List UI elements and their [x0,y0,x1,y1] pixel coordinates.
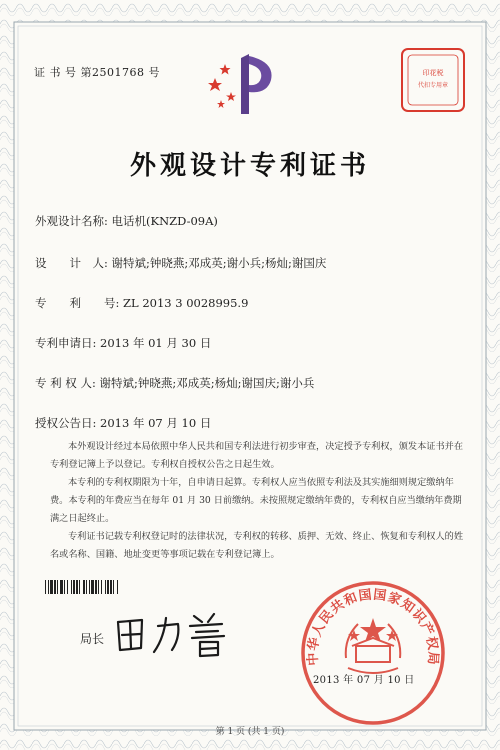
tax-stamp-line-1: 印花税 [422,69,444,77]
director-signature [110,608,240,663]
grant-date-label: 授权公告日: [35,416,97,430]
seal-text: 中华人民共和国国家知识产权局 [305,587,441,667]
certificate-body [50,438,470,564]
director-label: 局长 [80,632,105,646]
certificate-number: 证 书 号 第2501768 号 [34,66,160,79]
page-footer: 第 1 页 (共 1 页) [215,727,285,737]
grant-date-row [35,415,211,431]
body-paragraph-2: 本专利的专利权期限为十年，自申请日起算。专利权人应当依照专利法及其实施细则规定缴纳年费。本专利的年费应当在每年 01 月 30 日前缴纳。未按照规定缴纳年费的，专利权自应当缴纳年费期满之日起终止。 [50,477,462,524]
grant-date-value: 2013 年 07 月 10 日 [100,416,212,430]
filing-date-row [35,335,211,351]
filing-date-label: 专利申请日: [35,336,97,350]
design-name-value: 电话机(KNZD-09A) [111,214,218,228]
certificate-title: 外观设计专利证书 [129,151,370,181]
design-name-row [35,213,218,229]
designer-value: 谢特斌;钟晓燕;邓成英;谢小兵;杨灿;谢国庆 [111,256,327,270]
body-paragraph-1: 本外观设计经过本局依照中华人民共和国专利法进行初步审查，决定授予专利权，颁发本证书并在专利登记簿上予以登记。专利权自授权公告之日起生效。 [50,441,464,470]
patent-office-logo [205,50,285,120]
patent-holder-row [35,375,314,391]
designer-row [35,255,326,271]
designer-label: 设 计 人: [35,256,108,270]
patent-number-label: 专 利 号: [35,296,120,310]
filing-date-value: 2013 年 01 月 30 日 [100,336,212,350]
barcode [45,580,190,594]
patent-number-value: ZL 2013 3 0028995.9 [123,296,249,310]
patent-number-row [35,295,248,311]
body-paragraph-3: 专利证书记载专利权登记时的法律状况，专利权的转移、质押、无效、终止、恢复和专利权人的姓名或名称、国籍、地址变更等事项记载在专利登记簿上。 [50,531,464,560]
seal-date: 2013 年 07 月 10 日 [313,675,415,686]
patent-holder-label: 专 利 权 人: [35,376,96,390]
design-name-label: 外观设计名称: [35,214,108,228]
official-seal [298,578,448,728]
tax-stamp-line-2: 代扣专用章 [417,82,449,89]
patent-holder-value: 谢特斌;钟晓燕;邓成英;杨灿;谢国庆;谢小兵 [99,376,315,390]
tax-stamp [398,45,468,115]
